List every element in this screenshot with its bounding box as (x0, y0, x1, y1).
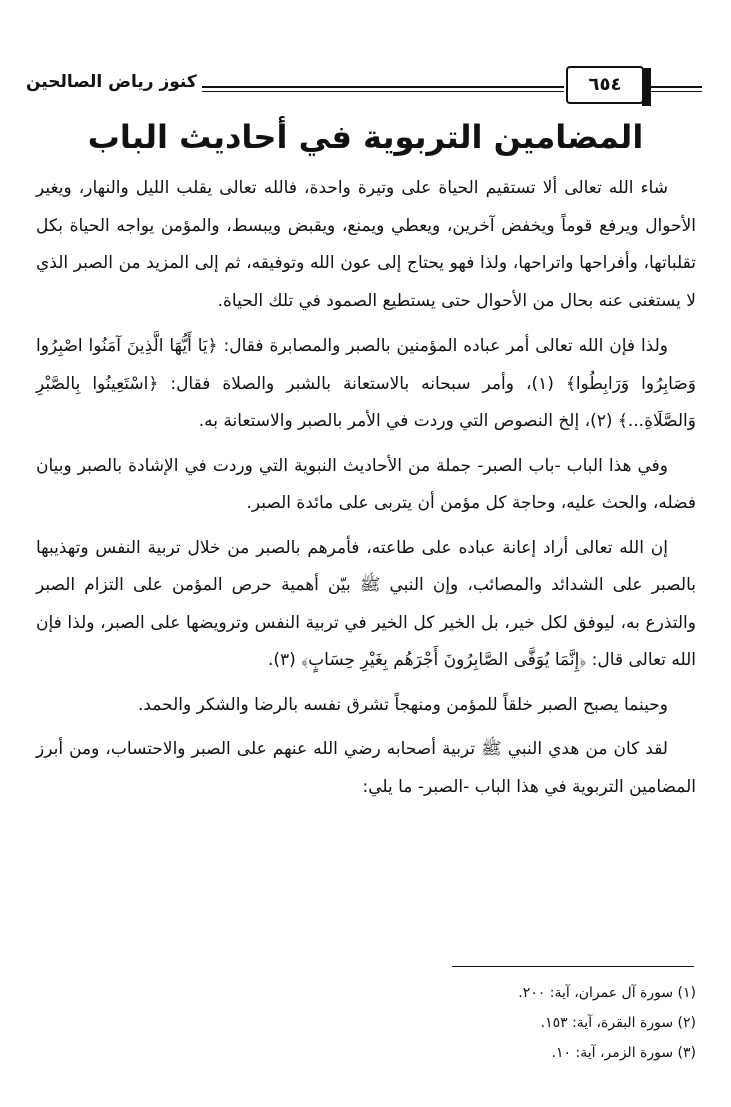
section-title: المضامين التربوية في أحاديث الباب (87, 118, 644, 156)
paragraph: وحينما يصبح الصبر خلقاً للمؤمن ومنهجاً تشرق نفسه بالرضا والشكر والحمد. (137, 694, 668, 715)
header-rule-right-thin (651, 91, 702, 92)
footnotes (36, 978, 696, 1068)
paragraph: شاء الله تعالى ألا تستقيم الحياة على وتيرة واحدة، فالله تعالى يقلب الليل والنهار، ويغير الأحوال ويرفع قوماً ويخفض آخرين، ويعطي ويمنع، ويقبض ويبسط، والمؤمن يواجه الحياة بكل تقلباتها، وأفراحها واتراحها، ولذا فهو يحتاج إلى عون الله وتوفيقه، ثم إلى المزيد من الصبر الذي لا يستغنى عنه بحال من الأحوال حتى يستطيع الصمود في تلك الحياة. (36, 178, 696, 311)
paragraph: وفي هذا الباب -باب الصبر- جملة من الأحاديث النبوية التي وردت في الإشادة بالصبر وبيان فضله، والحث عليه، وحاجة كل مؤمن أن يتربى على مائدة الصبر. (36, 455, 696, 513)
footnote-divider (452, 966, 694, 967)
paragraph: ولذا فإن الله تعالى أمر عباده المؤمنين بالصبر والمصابرة فقال: ﴿يَا أَيُّهَا الَّذِينَ آمَنُوا اصْبِرُوا وَصَابِرُوا وَرَابِطُوا﴾ (١)، وأمر سبحانه بالاستعانة بالشبر والصلاة فقال: ﴿اسْتَعِينُوا بِالصَّبْرِ وَالصَّلَاةِ...﴾ (٢)، إلخ النصوص التي وردت في الأمر بالصبر والاستعانة به. (36, 336, 697, 431)
footnote: (٢) سورة البقرة، آية: ١٥٣. (540, 1015, 696, 1031)
page-number: ٦٥٤ (588, 74, 622, 95)
paragraph: لقد كان من هدي النبي ﷺ تربية أصحابه رضي الله عنهم على الصبر والاحتساب، ومن أبرز المضامين التربوية في هذا الباب -الصبر- ما يلي: (36, 739, 696, 797)
page-number-tab (642, 68, 651, 106)
book-title: كنوز رياض الصالحين (26, 72, 197, 92)
paragraph: إن الله تعالى أراد إعانة عباده على طاعته، فأمرهم بالصبر من خلال تربية النفس وتهذيبها بالصبر على الشدائد والمصائب، وإن النبي ﷺ بيّن أهمية حرص المؤمن على التزام الصبر والتذرع به، ليوفق لكل خير، بل الخير كل الخير في تربية النفس وترويضها على الصبر، ولذا فإن الله تعالى قال: ﴿إِنَّمَا يُوَفَّى الصَّابِرُونَ أَجْرَهُم بِغَيْرِ حِسَابٍ﴾ (٣). (36, 537, 696, 670)
header-rule-right (651, 86, 702, 88)
running-header (26, 66, 702, 106)
header-rule-left-thin (202, 91, 564, 92)
header-rule-left (202, 86, 564, 88)
footnote: (٣) سورة الزمر، آية: ١٠. (551, 1045, 696, 1061)
footnote: (١) سورة آل عمران، آية: ٢٠٠. (518, 985, 696, 1001)
page-number-box (566, 66, 644, 104)
body-text (36, 170, 696, 813)
